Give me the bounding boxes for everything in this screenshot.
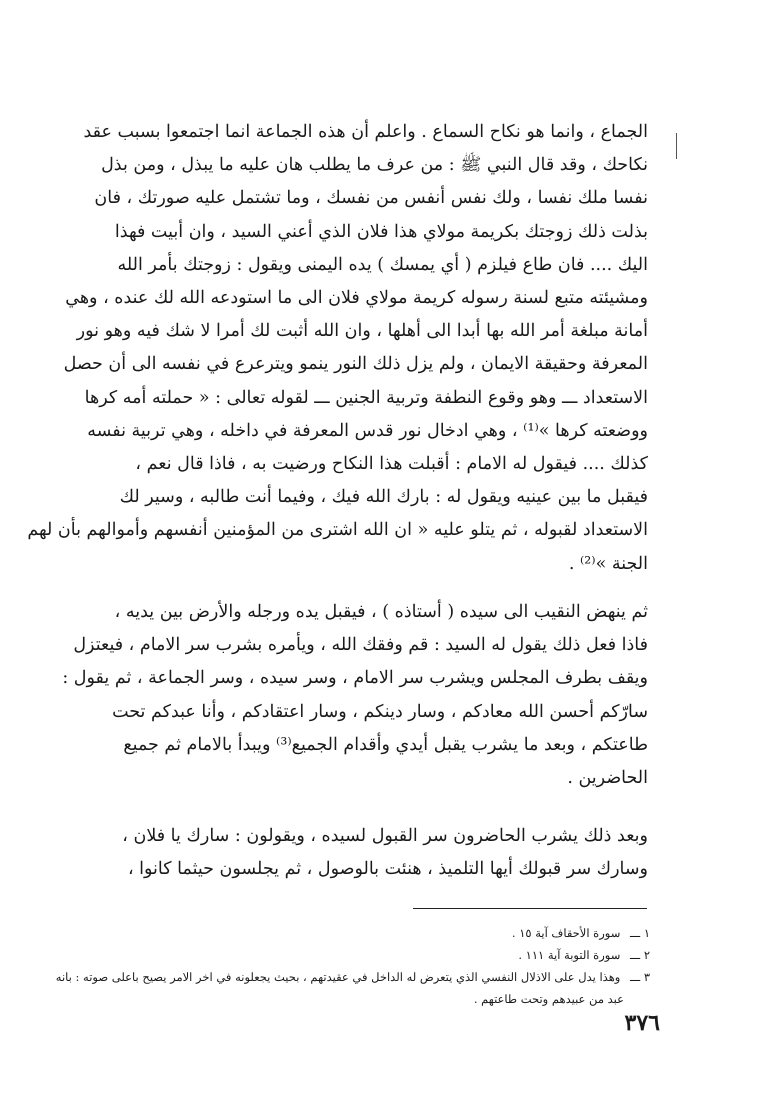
paragraph-2 xyxy=(62,596,648,795)
footnote-2 xyxy=(118,944,650,966)
footnote-3-continuation: عبد من عبيدهم وتحت طاعتهم . xyxy=(473,992,624,1006)
margin-mark xyxy=(676,133,677,159)
text-line: ويقف بطرف المجلس ويشرب سر الامام ، وسر سيده ، وسر الجماعة ، ثم يقول : xyxy=(62,668,648,689)
text-line: ووضعته كرها »⁽¹⁾ ، وهي ادخال نور قدس المعرفة في داخله ، وهي تربية نفسه xyxy=(87,420,648,441)
footnote-text: سورة الأحقاف آية ١٥ . xyxy=(511,926,621,940)
text-line: طاعتكم ، وبعد ما يشرب يقبل أيدي وأقدام الجميع⁽³⁾ ويبدأ بالامام ثم جميع xyxy=(123,734,648,755)
footnote-1 xyxy=(118,922,650,944)
text-line: ومشيئته متبع لسنة رسوله كريمة مولاي فلان الى ما استودعه الله لك عنده ، وهي xyxy=(65,288,648,309)
footnote-divider xyxy=(413,908,647,909)
footnote-number: ٢ ـــ xyxy=(630,948,650,962)
page-number: ٣٧٦ xyxy=(624,1010,660,1036)
footnote-number: ٣ ـــ xyxy=(630,970,650,984)
text-line: وبعد ذلك يشرب الحاضرون سر القبول لسيده ، ويقولون : سارك يا فلان ، xyxy=(122,826,648,846)
text-line: فيقبل ما بين عينيه ويقول له : بارك الله فيك ، وفيما أنت طالبه ، وسير لك xyxy=(119,487,648,508)
footnote-number: ١ ـــ xyxy=(630,926,650,940)
text-line: نفسا ملك نفسا ، ولك نفس أنفس من نفسك ، وما تشتمل عليه صورتك ، فان xyxy=(94,188,648,209)
text-line: الجماع ، وانما هو نكاح السماع . واعلم أن هذه الجماعة انما اجتمعوا بسبب عقد xyxy=(83,122,648,142)
footnote-text: سورة التوبة آية ١١١ . xyxy=(518,948,621,962)
paragraph-1 xyxy=(27,116,648,581)
text-line: ثم ينهض النقيب الى سيده ( أستاذه ) ، فيقبل يده ورجله والأرض بين يديه ، xyxy=(114,602,648,622)
footnote-text: وهذا يدل على الاذلال النفسي الذي يتعرض له الداخل في عقيدتهم ، بحيث يجعلونه في اخر الامر يصيح باعلى صوته : بانه xyxy=(55,970,621,984)
text-line: بذلت ذلك زوجتك بكريمة مولاي هذا فلان الذي أعني السيد ، وان أبيت فهذا xyxy=(114,221,648,242)
text-line: فاذا فعل ذلك يقول له السيد : قم وفقك الله ، ويأمره بشرب سر الامام ، فيعتزل xyxy=(73,635,648,656)
text-line: نكاحك ، وقد قال النبي ﷺ : من عرف ما يطلب هان عليه ما يبذل ، ومن بذل xyxy=(101,155,648,176)
text-line: الحاضرين . xyxy=(567,768,648,789)
text-line: اليك .... فان طاع فيلزم ( أي يمسك ) يده اليمنى ويقول : زوجتك بأمر الله xyxy=(117,254,648,275)
text-line: أمانة مبلغة أمر الله بها أبدا الى أهلها ، وان الله أثبت لك أمرا لا شك فيه وهو نور xyxy=(76,321,648,342)
text-line: الجنة »⁽²⁾ . xyxy=(568,553,648,574)
text-line: كذلك .... فيقول له الامام : أقبلت هذا النكاح ورضيت به ، فاذا قال نعم ، xyxy=(135,454,648,475)
text-line: الاستعداد لقبوله ، ثم يتلو عليه « ان الله اشترى من المؤمنين أنفسهم وأموالهم بأن لهم xyxy=(27,520,648,541)
text-line: سارّكم أحسن الله معادكم ، وسار دينكم ، وسار اعتقادكم ، وأنا عبدكم تحت xyxy=(112,701,648,722)
footnotes xyxy=(55,922,650,1010)
paragraph-3 xyxy=(118,820,648,886)
text-line: المعرفة وحقيقة الايمان ، ولم يزل ذلك النور ينمو ويترعرع في نفسه الى أن حصل xyxy=(63,354,648,375)
text-line: الاستعداد ـــ وهو وقوع النطفة وتربية الجنين ـــ لقوله تعالى : « حملته أمه كرها xyxy=(84,387,648,408)
text-line: وسارك سر قبولك أيها التلميذ ، هنئت بالوصول ، ثم يجلسون حيثما كانوا ، xyxy=(127,859,648,880)
footnote-3 xyxy=(55,966,650,988)
